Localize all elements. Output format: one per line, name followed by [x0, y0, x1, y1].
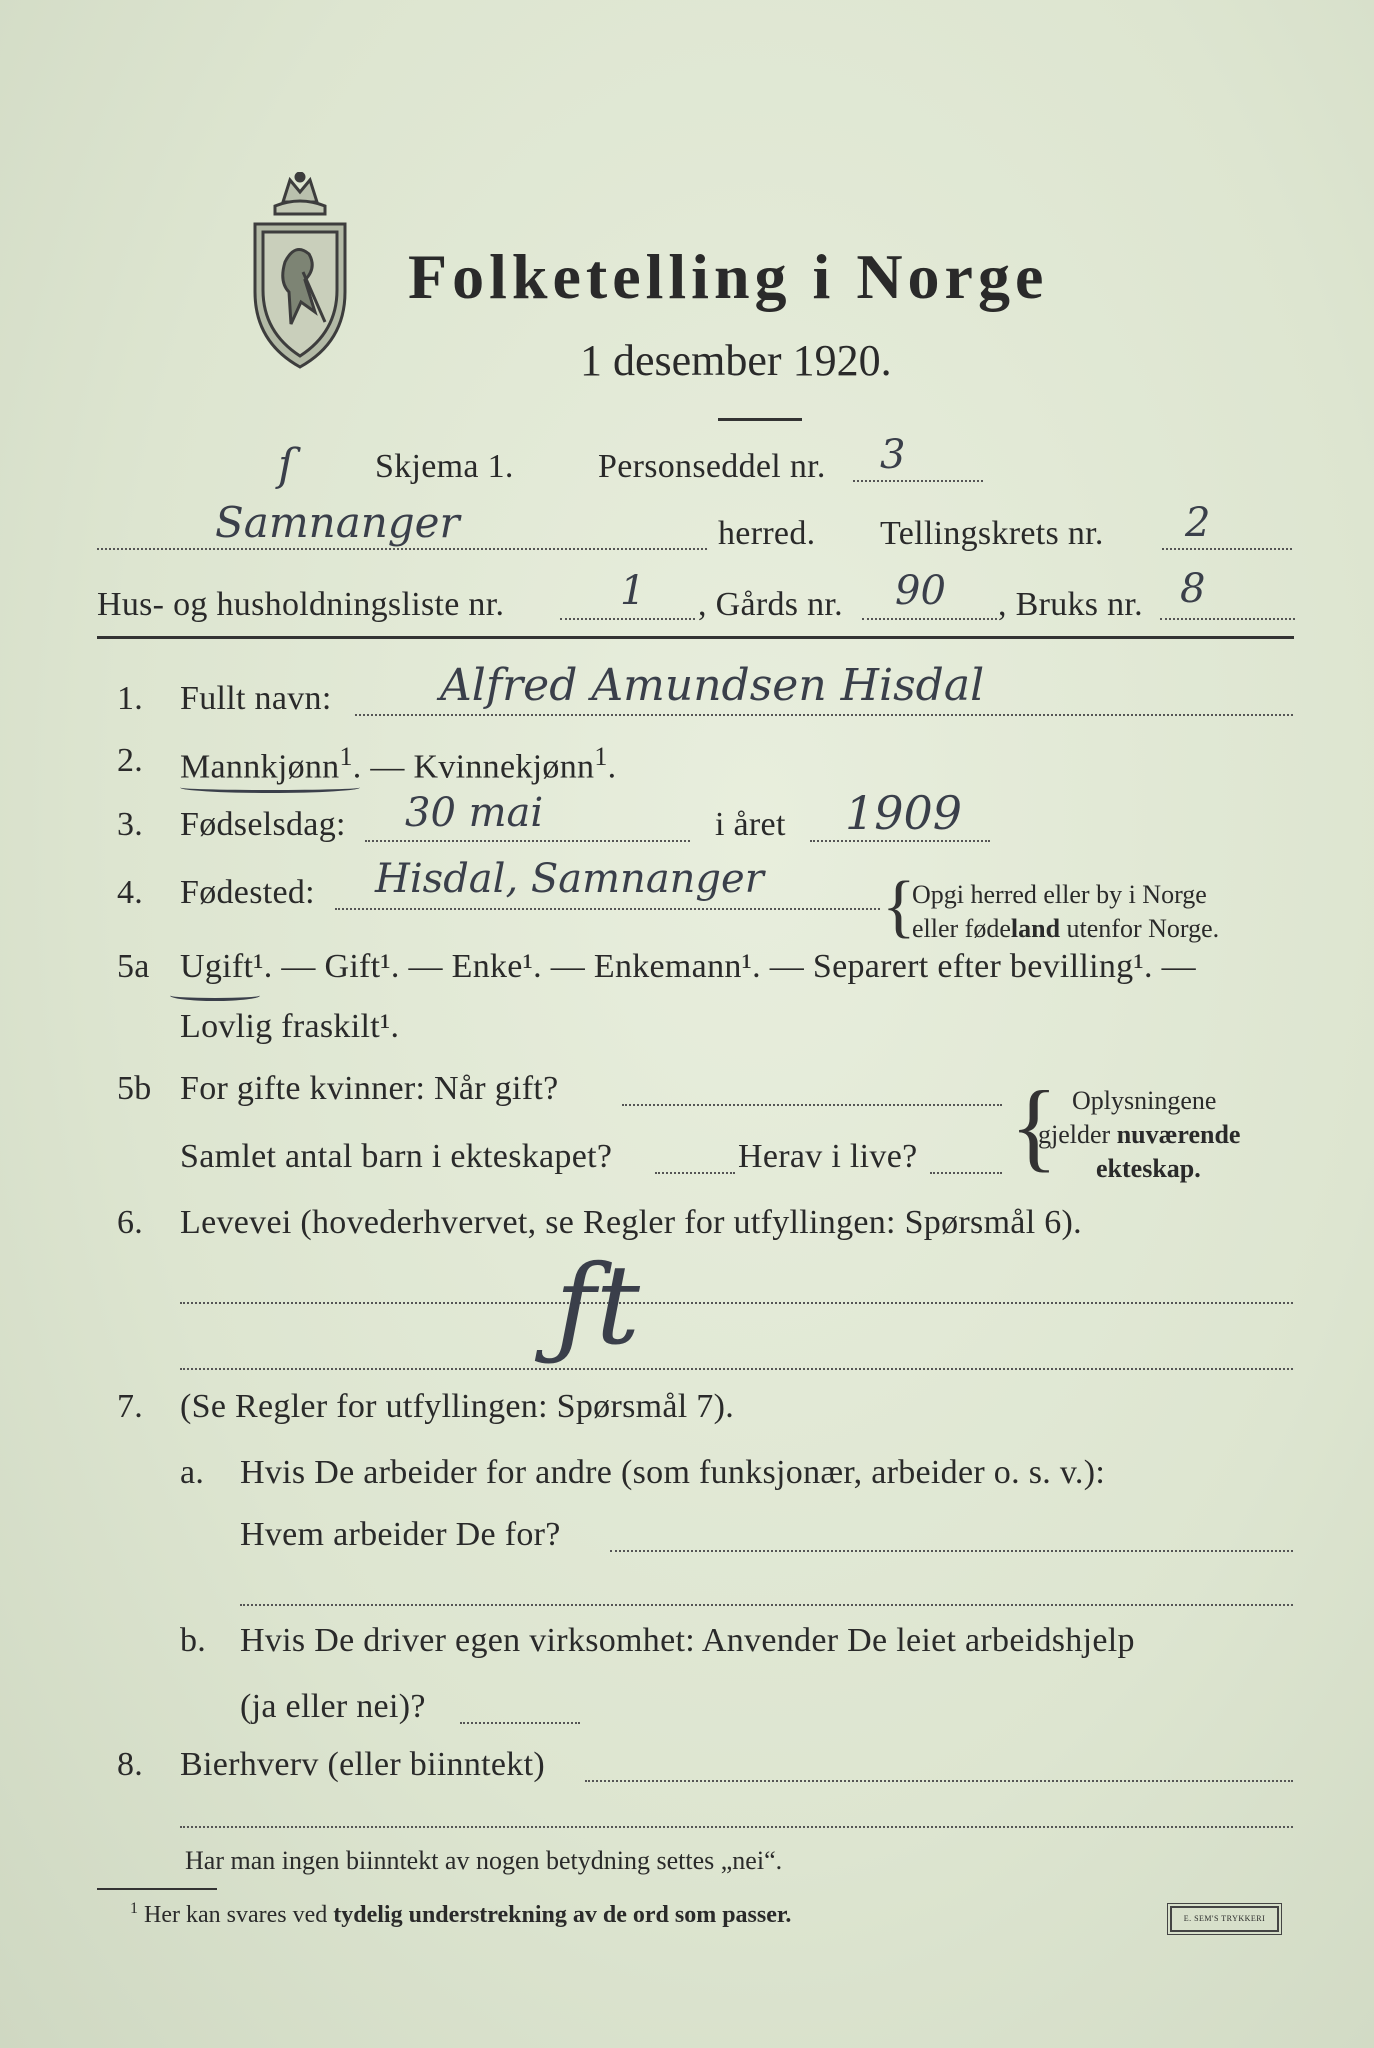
q4-number: 4. [117, 874, 144, 911]
birthplace-line [335, 908, 880, 910]
q7b-letter: b. [180, 1622, 207, 1659]
marital-status-options[interactable]: Ugift¹. — Gift¹. — Enke¹. — Enkemann¹. — Separert efter bevilling¹. — [180, 948, 1196, 985]
children-total-label: Samlet antal barn i ekteskapet? [180, 1138, 613, 1175]
bruks-value[interactable]: 8 [1180, 566, 1206, 612]
q2-number: 2. [117, 742, 144, 779]
form-title: Folketelling i Norge [408, 241, 1049, 312]
marriage-note-line3: ekteskap. [1096, 1154, 1201, 1183]
note-part: utenfor Norge. [1060, 914, 1220, 943]
q7a-question: Hvis De arbeider for andre (som funksjonær, arbeider o. s. v.): [240, 1454, 1106, 1491]
herred-initial-mark: ſ [278, 440, 295, 491]
birthday-value[interactable]: 30 mai [405, 790, 544, 836]
q2-options [180, 742, 616, 786]
note-emphasis: nuværende [1116, 1120, 1241, 1149]
personseddel-label: Personseddel nr. [598, 448, 826, 485]
children-total-line [655, 1172, 735, 1174]
children-alive-label: Herav i live? [738, 1138, 918, 1175]
herred-label: herred. [718, 515, 816, 552]
census-date: 1 desember 1920. [580, 336, 892, 385]
full-name-value[interactable]: Alfred Amundsen Hisdal [440, 660, 985, 711]
q4-label: Fødested: [180, 874, 315, 911]
side-income-line2 [180, 1826, 1293, 1828]
footnote-ref: 1 [339, 742, 353, 771]
children-alive-line [930, 1172, 1002, 1174]
tellingskrets-line [1162, 548, 1292, 550]
husholdningsliste-label: Hus- og husholdningsliste nr. [97, 586, 505, 623]
marriage-brace: { [1010, 1070, 1058, 1181]
employer-line2 [240, 1604, 1293, 1606]
gards-value[interactable]: 90 [895, 568, 946, 614]
married-when-line [622, 1104, 1002, 1106]
note-emphasis: land [1010, 914, 1061, 943]
herred-line [97, 548, 707, 550]
male-option[interactable]: Mannkjønn [180, 748, 340, 786]
gards-label: , Gårds nr. [698, 586, 843, 623]
note-part: gjelder [1038, 1120, 1117, 1149]
employer-label: Hvem arbeider De for? [240, 1516, 561, 1553]
q7-number: 7. [117, 1388, 144, 1425]
footnote-emphasis: tydelig understrekning av de ord som passer. [333, 1902, 792, 1928]
hired-help-line [460, 1722, 580, 1724]
birthplace-value[interactable]: Hisdal, Samnanger [375, 856, 764, 902]
ugift-underline-mark [170, 990, 260, 1001]
q7a-letter: a. [180, 1454, 205, 1491]
birthday-line [365, 840, 690, 842]
marital-status-line2[interactable]: Lovlig fraskilt¹. [180, 1008, 400, 1045]
q5b-number: 5b [117, 1070, 152, 1107]
married-when-label: For gifte kvinner: Når gift? [180, 1070, 559, 1107]
q6-number: 6. [117, 1204, 144, 1241]
occupation-line1 [180, 1302, 1293, 1304]
q7b-question: Hvis De driver egen virksomhet: Anvender De leiet arbeidshjelp [240, 1622, 1135, 1659]
skjema-label: Skjema 1. [375, 448, 514, 485]
birthplace-brace: { [882, 868, 916, 945]
husholdningsliste-value[interactable]: 1 [620, 568, 646, 614]
q1-label: Fullt navn: [180, 680, 332, 717]
personseddel-line [853, 480, 983, 482]
side-income-line1 [585, 1780, 1293, 1782]
coat-of-arms-icon [245, 172, 355, 372]
q1-line [355, 714, 1293, 716]
gards-line [862, 618, 997, 620]
option-end: . [607, 748, 617, 786]
footnote-mark: 1 [130, 1900, 138, 1917]
occupation-value[interactable]: ƒt [555, 1241, 640, 1369]
printer-stamp: E. SEM'S TRYKKERI [1170, 1906, 1279, 1932]
footnote-text: Her kan svares ved [144, 1902, 334, 1928]
bruks-label: , Bruks nr. [998, 586, 1143, 623]
marriage-note-line1: Oplysningene [1072, 1086, 1217, 1115]
q8-number: 8. [117, 1746, 144, 1783]
option-separator: . — [352, 748, 414, 786]
tellingskrets-value[interactable]: 2 [1185, 500, 1211, 546]
header-divider [97, 636, 1294, 639]
footnote-divider [97, 1888, 217, 1890]
side-income-label: Bierhverv (eller biinntekt) [180, 1746, 545, 1783]
birthplace-note-line2 [912, 914, 1219, 944]
year-line [810, 840, 990, 842]
male-underline-mark [180, 782, 360, 793]
hired-help-label: (ja eller nei)? [240, 1688, 426, 1725]
personseddel-value[interactable]: 3 [880, 432, 906, 478]
female-option[interactable]: Kvinnekjønn [413, 748, 595, 786]
q3-label: Fødselsdag: [180, 806, 346, 843]
marriage-note-line2 [1038, 1120, 1240, 1150]
birth-year-value[interactable]: 1909 [845, 786, 963, 840]
husholdningsliste-line [560, 618, 695, 620]
q3-number: 3. [117, 806, 144, 843]
q1-number: 1. [117, 680, 144, 717]
year-label: i året [715, 806, 786, 843]
tellingskrets-label: Tellingskrets nr. [880, 515, 1104, 552]
note-part: eller føde [912, 914, 1011, 943]
birthplace-note-line1: Opgi herred eller by i Norge [912, 880, 1207, 909]
occupation-line2 [180, 1368, 1293, 1370]
footnote [130, 1900, 791, 1929]
q5a-number: 5a [117, 948, 150, 985]
footnote-ref: 1 [594, 742, 608, 771]
bruks-line [1160, 618, 1295, 620]
occupation-label: Levevei (hovederhvervet, se Regler for utfyllingen: Spørsmål 6). [180, 1204, 1082, 1241]
title-divider [718, 418, 802, 421]
employer-line1 [610, 1550, 1293, 1552]
q7-label: (Se Regler for utfyllingen: Spørsmål 7). [180, 1388, 735, 1425]
side-income-note: Har man ingen biinntekt av nogen betydning settes „nei“. [185, 1846, 783, 1875]
herred-value[interactable]: Samnanger [215, 498, 460, 547]
